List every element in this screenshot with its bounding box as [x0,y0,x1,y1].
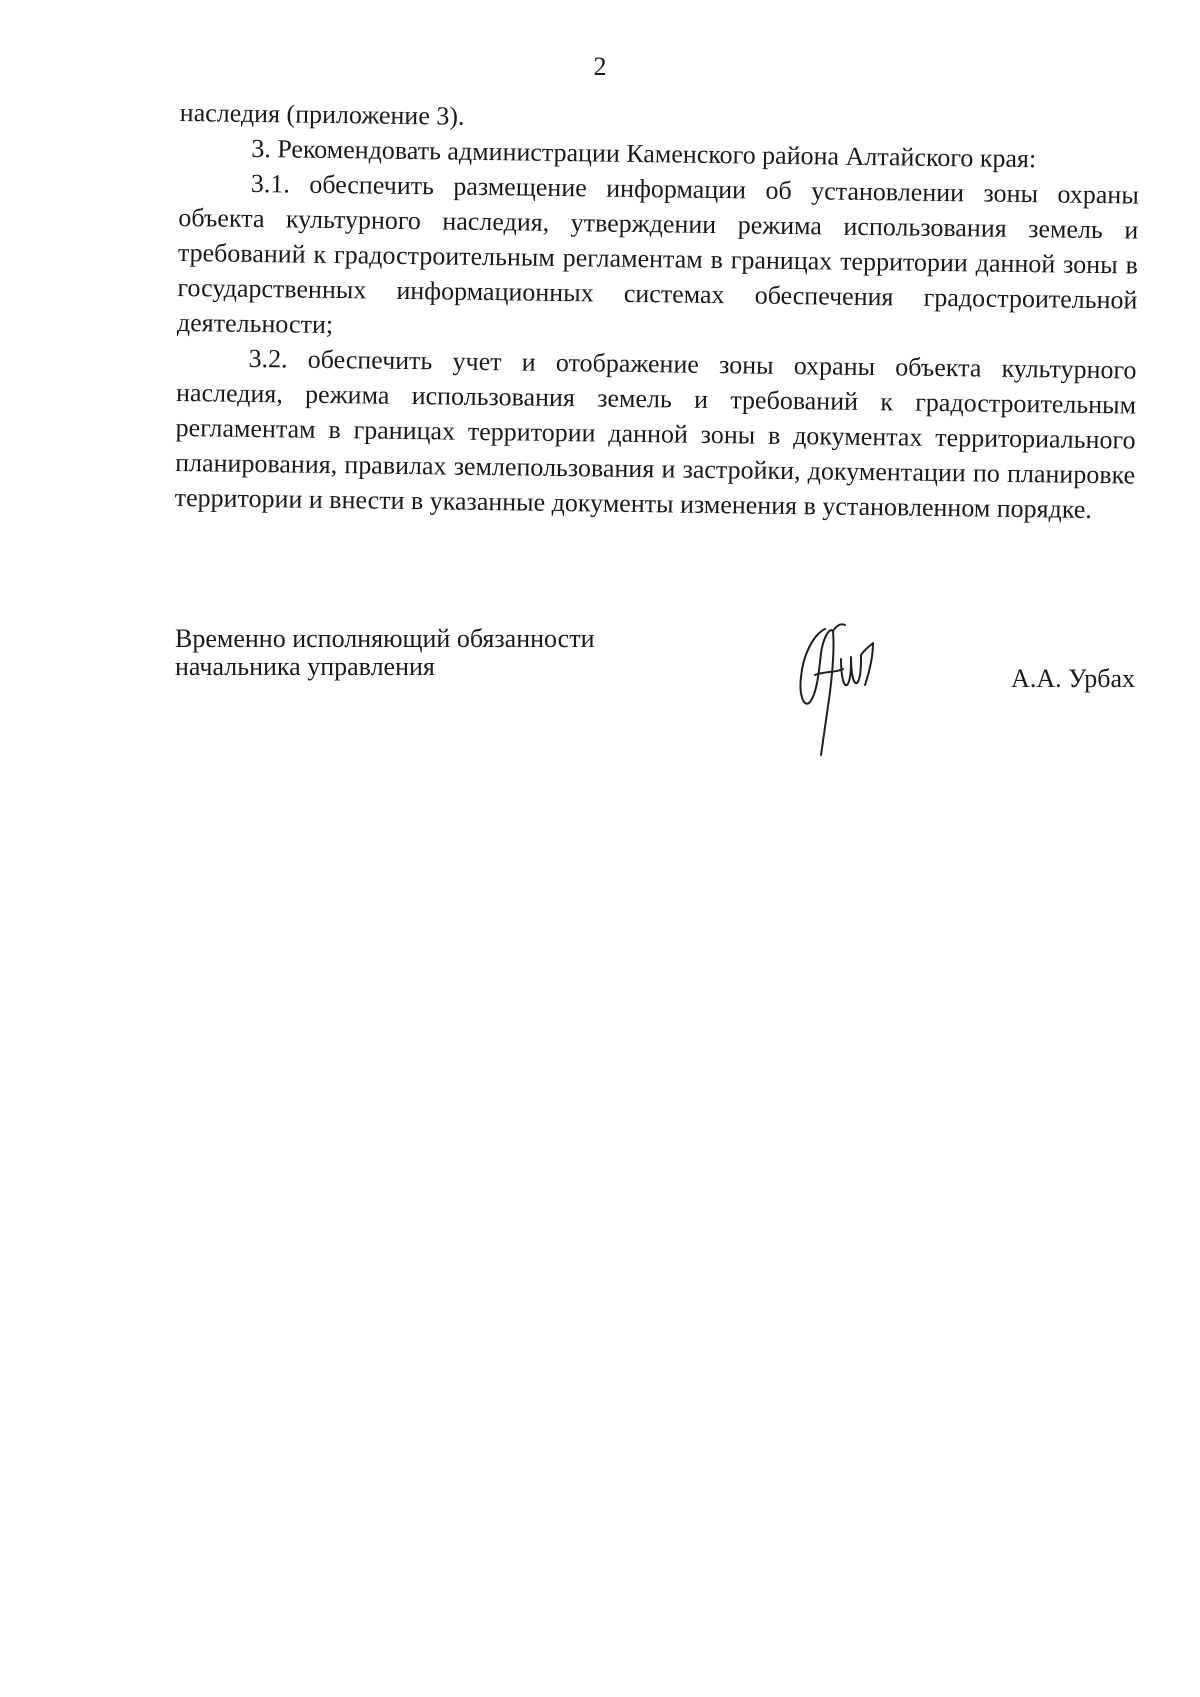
paragraph-item-3: 3. Рекомендовать администрации Каменского района Алтайского края: [251,133,1037,174]
paragraph-item-3-1: 3.1. обеспечить размещение информации об установлении зоны охраны объекта культурного наследия, утверждении режима использования земель и требований к градостроительным регламентам в границах территории данной зоны в государственных информационных системах обеспечения градостроительной деятельности; [176,168,1139,340]
handwritten-signature [785,615,895,765]
signatory-position-line-2: начальника управления [175,652,435,681]
document-body [175,95,1140,528]
paragraph-item-3-2: 3.2. обеспечить учет и отображение зоны охраны объекта культурного наследия, режима использования земель и требований к градостроительным регламентам в границах территории данной зоны в документах территориального планирования, правилах землепользования и застройки, документации по планировке территории и внести в указанные документы изменения в установленном порядке. [174,343,1137,524]
paragraph-continuation: наследия (приложение 3). [179,97,465,131]
signatory-name: А.А. Урбах [1011,664,1135,693]
signatory-position [175,625,695,681]
signature-block [175,625,1135,775]
page-number: 2 [593,52,607,81]
signatory-position-line-1: Временно исполняющий обязанности [175,624,595,653]
